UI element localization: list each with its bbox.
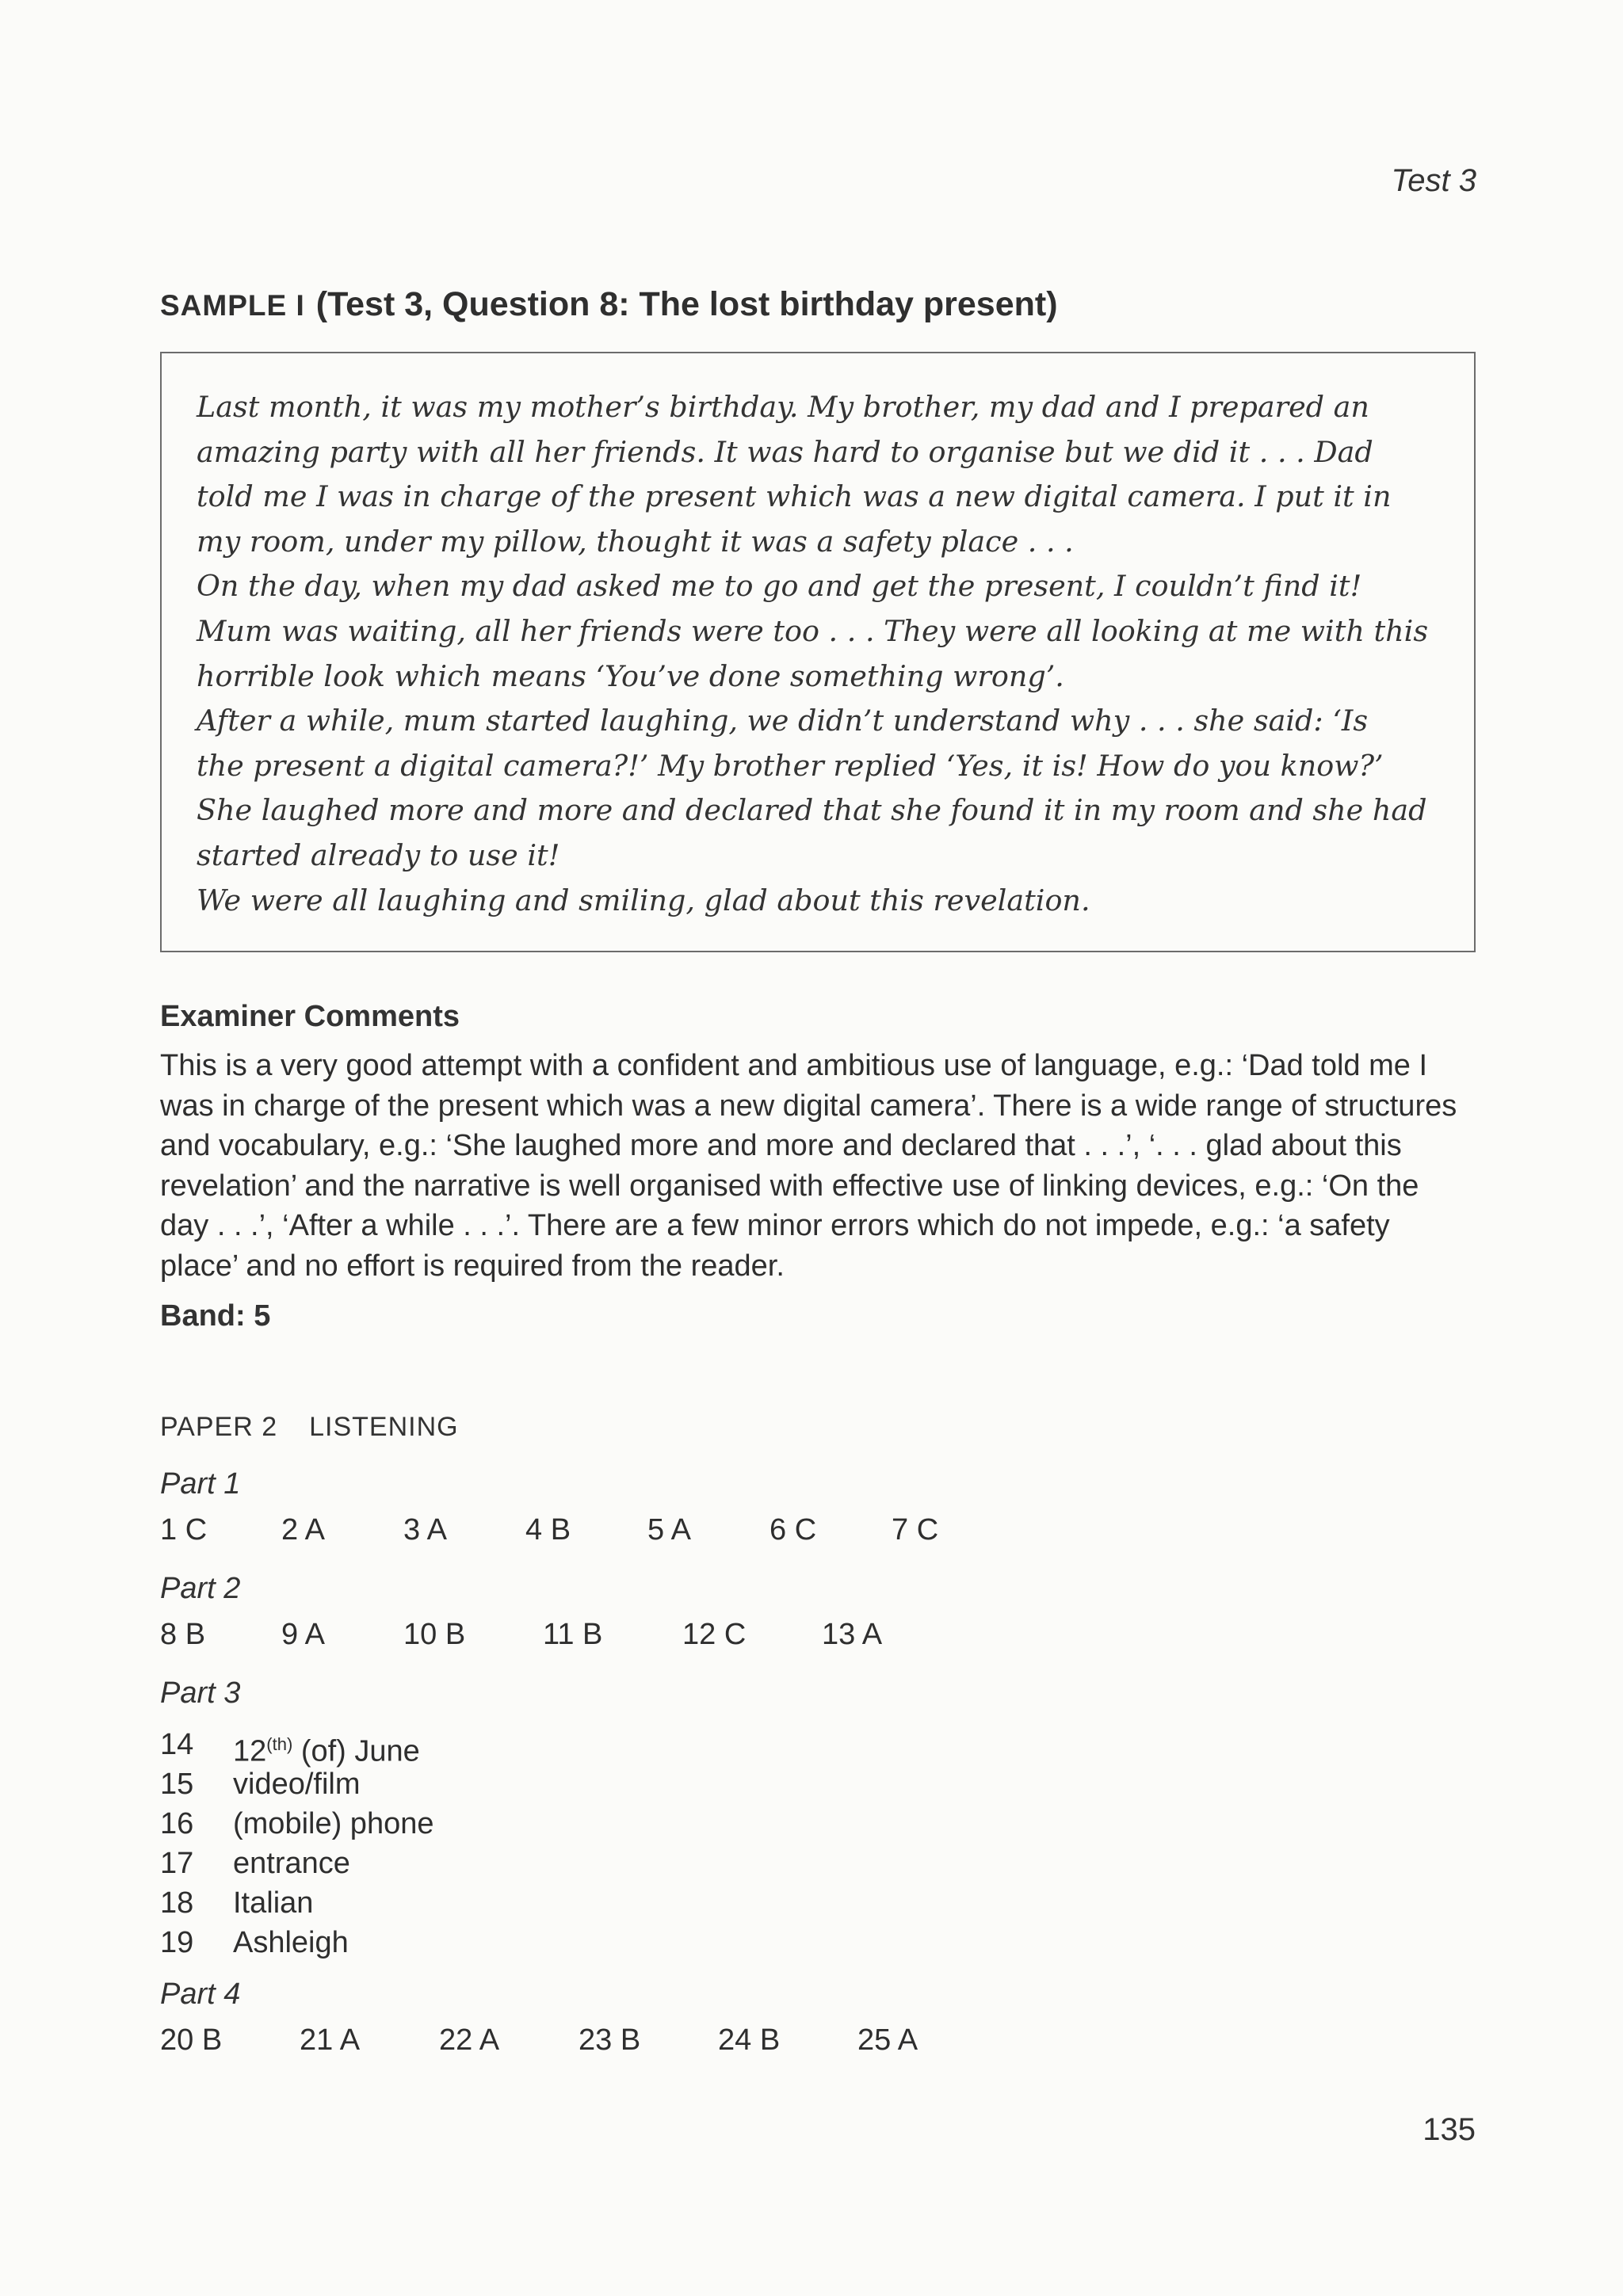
answer: Ashleigh xyxy=(233,1926,349,1959)
answer: 25 A xyxy=(857,2023,918,2057)
answer: 9 A xyxy=(281,1618,325,1651)
answer: video/film xyxy=(233,1768,361,1801)
question-number: 17 xyxy=(160,1847,194,1880)
part-1-label: Part 1 xyxy=(160,1467,241,1501)
answer: 4 B xyxy=(525,1513,571,1547)
answer: 5 A xyxy=(647,1513,691,1547)
answer: 24 B xyxy=(718,2023,781,2057)
answer-superscript: (th) xyxy=(266,1734,293,1754)
answer: 13 A xyxy=(822,1618,883,1651)
answer: 11 B xyxy=(543,1618,603,1651)
part-3-label: Part 3 xyxy=(160,1676,241,1710)
examiner-comments-heading: Examiner Comments xyxy=(160,1000,460,1033)
essay-line: We were all laughing and smiling, glad about this revelation. xyxy=(197,883,1090,917)
essay-line: started already to use it! xyxy=(197,837,560,872)
comment-line: was in charge of the present which was a new digital camera’. There is a wide range of structures xyxy=(160,1089,1457,1123)
sample-heading xyxy=(160,285,1058,324)
answer: 2 A xyxy=(281,1513,325,1547)
answer: 12 C xyxy=(682,1618,747,1651)
paper-number: PAPER 2 xyxy=(160,1412,278,1442)
page-number: 135 xyxy=(1423,2112,1476,2147)
answer: 1 C xyxy=(160,1513,208,1547)
essay-line: After a while, mum started laughing, we didn’t understand why . . . she said: ‘Is xyxy=(197,704,1369,738)
question-number: 16 xyxy=(160,1807,194,1840)
question-number: 18 xyxy=(160,1886,194,1920)
answer: 7 C xyxy=(892,1513,939,1547)
answer: (mobile) phone xyxy=(233,1807,434,1840)
answer: 20 B xyxy=(160,2023,223,2057)
answer: 21 A xyxy=(300,2023,361,2057)
question-number: 15 xyxy=(160,1768,194,1801)
band-score: Band: 5 xyxy=(160,1299,271,1333)
essay-line: Last month, it was my mother’s birthday. My brother, my dad and I prepared an xyxy=(197,390,1369,424)
essay-box xyxy=(160,352,1476,952)
answer-text: (of) June xyxy=(292,1734,420,1768)
comment-line: day . . .’, ‘After a while . . .’. There are a few minor errors which do not impede, e.g.: ‘a safety xyxy=(160,1209,1390,1242)
part-4-label: Part 4 xyxy=(160,1978,241,2011)
essay-line: She laughed more and more and declared that she found it in my room and she had xyxy=(197,793,1427,828)
sample-label: SAMPLE I xyxy=(160,289,305,322)
comment-line: revelation’ and the narrative is well organised with effective use of linking devices, e.g.: ‘On the xyxy=(160,1169,1419,1203)
essay-line: Mum was waiting, all her friends were too . . . They were all looking at me with this xyxy=(197,613,1429,648)
answer: 23 B xyxy=(579,2023,641,2057)
essay-line: amazing party with all her friends. It was hard to organise but we did it . . . Dad xyxy=(197,434,1373,469)
comment-line: place’ and no effort is required from the reader. xyxy=(160,1249,785,1283)
paper-name: LISTENING xyxy=(309,1412,459,1442)
question-number: 14 xyxy=(160,1728,194,1761)
answer: 3 A xyxy=(403,1513,447,1547)
answer: 22 A xyxy=(439,2023,500,2057)
answer: 8 B xyxy=(160,1618,206,1651)
answer: 6 C xyxy=(769,1513,817,1547)
running-head: Test 3 xyxy=(1391,163,1476,198)
essay-line: On the day, when my dad asked me to go and get the present, I couldn’t find it! xyxy=(197,569,1362,604)
essay-line: told me I was in charge of the present which was a new digital camera. I put it in xyxy=(197,479,1392,514)
essay-line: horrible look which means ‘You’ve done something wrong’. xyxy=(197,658,1064,693)
answer: Italian xyxy=(233,1886,314,1920)
essay-line: the present a digital camera?!’ My brother replied ‘Yes, it is! How do you know?’ xyxy=(197,748,1384,783)
essay-text xyxy=(197,385,1442,923)
answer: entrance xyxy=(233,1847,350,1880)
essay-line: my room, under my pillow, thought it was a safety place . . . xyxy=(197,524,1074,559)
comment-line: This is a very good attempt with a confident and ambitious use of language, e.g.: ‘Dad told me I xyxy=(160,1049,1428,1082)
answer-text: 12 xyxy=(233,1734,267,1768)
comment-line: and vocabulary, e.g.: ‘She laughed more and more and declared that . . .’, ‘. . . glad about this xyxy=(160,1129,1402,1162)
paper-heading xyxy=(160,1412,459,1443)
question-number: 19 xyxy=(160,1926,194,1959)
part-2-label: Part 2 xyxy=(160,1572,241,1605)
sample-title: (Test 3, Question 8: The lost birthday present) xyxy=(315,285,1058,323)
examiner-comments-text xyxy=(160,1046,1457,1286)
answer: 10 B xyxy=(403,1618,466,1651)
